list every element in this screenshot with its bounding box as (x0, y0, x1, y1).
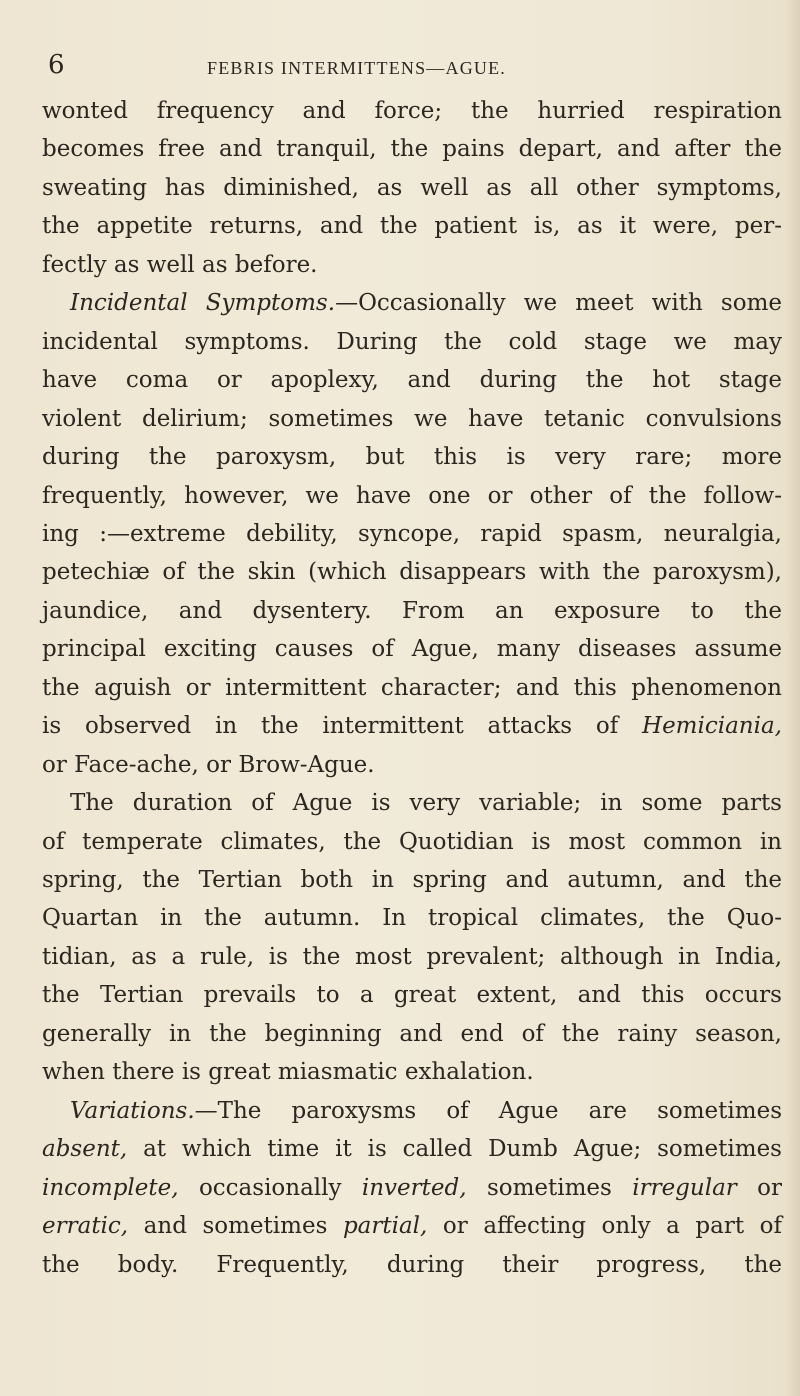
running-head: FEBRIS INTERMITTENS—AGUE. (207, 58, 506, 78)
italic-text-segment: Variations. (70, 1097, 195, 1124)
text-line (42, 711, 782, 741)
text-segment: spring, the Tertian both in spring and autumn, and the (42, 867, 782, 893)
text-line (42, 673, 782, 703)
text-segment: sweating has diminished, as well as all other symptoms, (42, 174, 782, 201)
text-line (42, 903, 782, 933)
text-line (42, 173, 782, 203)
text-line (70, 288, 782, 318)
text-segment: and sometimes (128, 1213, 343, 1240)
text-segment: during the paroxysm, but this is very rare; more (42, 444, 782, 471)
text-segment: ing :—extreme debility, syncope, rapid spasm, neuralgia, (42, 520, 782, 547)
text-line (42, 557, 782, 587)
italic-text-segment: Hemiciania, (642, 713, 782, 740)
text-segment: have coma or apoplexy, and during the hot stage (42, 367, 782, 394)
text-line (42, 134, 782, 164)
italic-text-segment: erratic, (42, 1213, 129, 1240)
text-line (42, 404, 782, 434)
text-segment: of temperate climates, the Quotidian is most common in (42, 828, 782, 855)
text-segment: petechiæ of the skin (which disappears with the paroxysm), (42, 559, 782, 586)
text-segment: or Face-ache, or Brow-Ague. (42, 751, 375, 778)
text-line (42, 1057, 782, 1087)
text-line (42, 634, 782, 664)
italic-text-segment: Incidental Symptoms. (70, 290, 336, 317)
text-segment: the aguish or intermittent character; and this phenomenon (42, 674, 782, 701)
text-segment: fectly as well as before. (42, 251, 318, 278)
text-segment: wonted frequency and force; the hurried respiration (42, 98, 782, 124)
text-line (42, 1173, 782, 1203)
text-segment: incidental symptoms. During the cold stage we may (42, 328, 782, 355)
text-segment: the appetite returns, and the patient is, as it were, per- (42, 213, 782, 240)
text-segment: tidian, as a rule, is the most prevalent; although in India, (42, 943, 782, 970)
text-line (42, 442, 782, 472)
text-line (42, 1211, 782, 1241)
text-segment: principal exciting causes of Ague, many diseases assume (42, 636, 782, 663)
text-line (42, 211, 782, 241)
text-line (42, 942, 782, 972)
text-line (42, 827, 782, 857)
text-segment: is observed in the intermittent attacks of (42, 713, 643, 740)
text-segment: Quartan in the autumn. In tropical climates, the Quo- (42, 905, 782, 932)
text-line (42, 980, 782, 1010)
page-number: 6 (48, 50, 65, 80)
text-segment: generally in the beginning and end of the rainy season, (42, 1020, 782, 1047)
italic-text-segment: partial, (342, 1213, 428, 1240)
text-segment: —Occasionally we meet with some (335, 290, 783, 317)
text-segment: frequently, however, we have one or other of the follow- (42, 482, 782, 509)
text-segment: The duration of Ague is very variable; in some parts (70, 790, 782, 817)
text-segment: when there is great miasmatic exhalation. (42, 1059, 534, 1086)
italic-text-segment: absent, (42, 1136, 128, 1163)
text-line (42, 365, 782, 395)
text-segment: becomes free and tranquil, the pains depart, and after the (42, 136, 782, 163)
text-segment: jaundice, and dysentery. From an exposure to the (42, 597, 782, 624)
text-line (70, 788, 782, 818)
text-line (70, 1096, 782, 1126)
text-line (42, 1250, 782, 1280)
text-line (42, 481, 782, 511)
text-line (42, 250, 782, 280)
text-segment: —The paroxysms of Ague are sometimes (194, 1097, 782, 1124)
text-line (42, 96, 782, 126)
text-segment: violent delirium; sometimes we have tetanic convulsions (42, 405, 782, 432)
text-line (42, 1019, 782, 1049)
text-line (42, 327, 782, 357)
italic-text-segment: incomplete, (42, 1174, 179, 1201)
text-line (42, 596, 782, 626)
text-segment: at which time it is called Dumb Ague; sometimes (127, 1136, 782, 1163)
text-line (42, 519, 782, 549)
text-line (42, 750, 782, 780)
italic-text-segment: inverted, (361, 1174, 467, 1201)
text-segment: or (736, 1174, 782, 1201)
text-line (42, 1134, 782, 1164)
text-segment: occasionally (178, 1174, 362, 1201)
italic-text-segment: irregular (632, 1174, 737, 1201)
text-line (42, 865, 782, 895)
text-segment: the body. Frequently, during their progress, the (42, 1251, 782, 1278)
text-segment: the Tertian prevails to a great extent, and this occurs (42, 982, 782, 1009)
text-segment: or affecting only a part of (427, 1213, 782, 1240)
text-segment: sometimes (466, 1174, 633, 1201)
